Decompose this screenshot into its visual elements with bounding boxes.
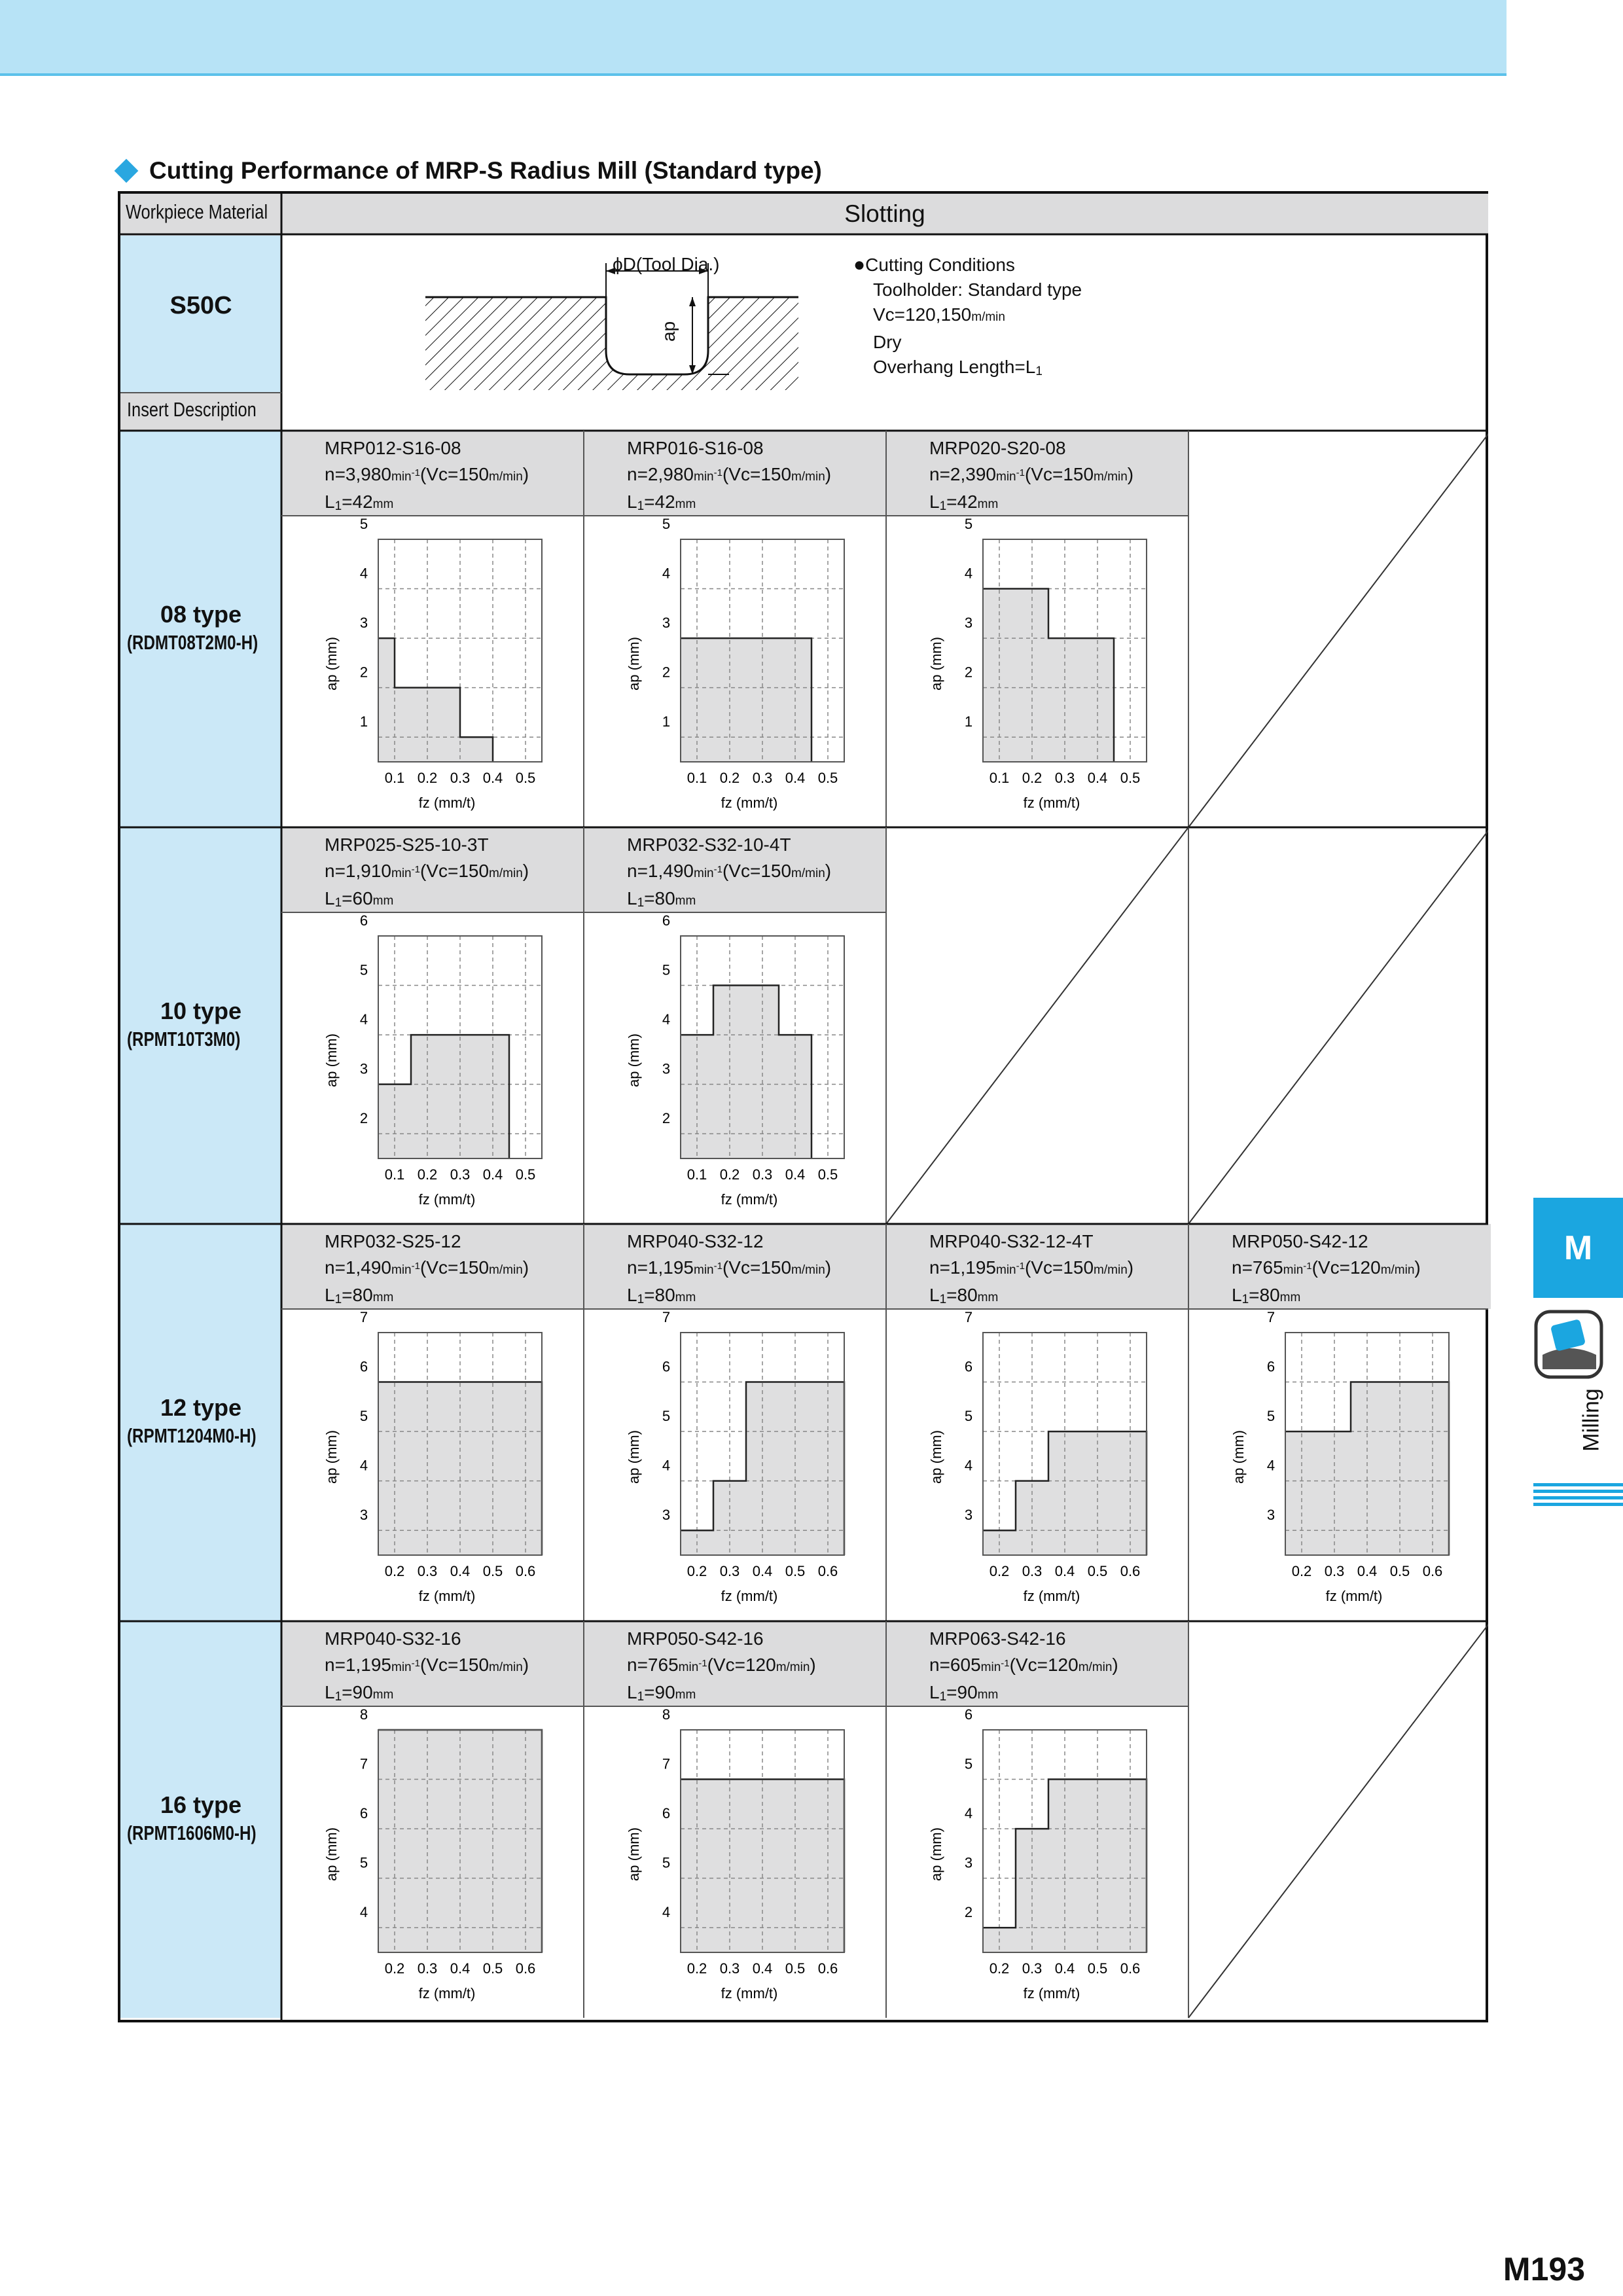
x-tick-label: 0.3 [450,1166,471,1183]
holder-code: MRP050-S42-16 [627,1628,764,1649]
x-tick-label: 0.3 [1022,1960,1043,1977]
x-tick-label: 0.1 [384,1166,405,1183]
performance-area [681,986,812,1158]
y-tick-label: 4 [964,565,973,582]
overhang-length: L1=90mm [325,1682,394,1704]
insert-code: (RPMT1204M0-H) [127,1424,257,1447]
y-tick-label: 7 [662,1309,671,1325]
x-tick-label: 0.4 [752,1563,773,1579]
insert-code: (RPMT1606M0-H) [127,1821,257,1844]
y-tick-label: 3 [662,1060,671,1077]
y-tick-label: 3 [662,1507,671,1524]
ap-fz-chart [584,1309,886,1621]
milling-insert-icon [1533,1309,1604,1380]
y-tick-label: 5 [359,1408,368,1425]
x-tick-label: 0.4 [482,770,503,786]
x-tick-label: 0.4 [785,770,806,786]
x-tick-label: 0.4 [1054,1563,1075,1579]
holder-code: MRP040-S32-16 [325,1628,461,1649]
holder-code: MRP016-S16-08 [627,438,764,458]
x-tick-label: 0.6 [817,1563,838,1579]
performance-table [118,191,1488,2022]
x-tick-label: 0.6 [515,1960,536,1977]
y-tick-label: 6 [662,1358,671,1375]
spindle-speed: $n=605\min^{-1}(Vc=120m/\min)$ [929,1655,1118,1675]
overhang-subscript: 1 [1035,365,1043,378]
section-tab [1533,1198,1623,1298]
y-tick-label: 5 [359,961,368,978]
y-tick-label: 2 [964,1904,973,1921]
workpiece-label: Workpiece Material [126,200,268,223]
x-tick-label: 0.2 [989,1960,1010,1977]
overhang-length: L1=42mm [325,492,394,513]
holder-code: MRP020-S20-08 [929,438,1066,458]
ap-fz-chart [281,1309,584,1621]
x-tick-label: 0.2 [719,1166,740,1183]
x-tick-label: 0.3 [417,1960,438,1977]
ap-fz-chart [281,516,584,827]
y-tick-label: 4 [662,565,671,582]
holder-info [584,431,886,516]
x-axis-label: fz (mm/t) [418,795,476,811]
x-tick-label: 0.6 [515,1563,536,1579]
overhang-text [853,355,1082,384]
x-tick-label: 0.4 [1357,1563,1378,1579]
performance-area [378,1035,509,1158]
y-tick-label: 2 [662,664,671,681]
overhang-length: L1=60mm [325,888,394,910]
y-tick-label: 2 [359,664,368,681]
section-tab-letter: M [1563,1229,1593,1267]
empty-cell-diagonal [886,827,1188,1224]
spindle-speed: $n=1,490\min^{-1}(Vc=150m/\min)$ [627,861,832,881]
x-tick-label: 0.5 [817,1166,838,1183]
y-tick-label: 4 [964,1457,973,1474]
y-axis-label: ap (mm) [626,637,642,691]
spindle-speed: $n=2,980\min^{-1}(Vc=150m/\min)$ [627,464,832,484]
x-tick-label: 0.5 [482,1960,503,1977]
x-tick-label: 0.4 [450,1563,471,1579]
overhang-label: Overhang Length=L [873,357,1036,377]
ap-fz-chart [584,1706,886,2018]
x-tick-label: 0.2 [687,1960,707,1977]
holder-info [584,827,886,912]
y-tick-label: 5 [964,1408,973,1425]
y-tick-label: 8 [662,1706,671,1723]
y-axis-label: ap (mm) [626,1033,642,1087]
y-axis-label: ap (mm) [928,1430,944,1484]
holder-info [1188,1224,1491,1309]
material-cell [120,236,281,393]
holder-code: MRP050-S42-12 [1232,1231,1368,1251]
x-axis-label: fz (mm/t) [1023,1985,1080,2001]
x-tick-label: 0.2 [687,1563,707,1579]
ap-fz-chart [281,1706,584,2018]
row-type-cell [120,1224,281,1621]
x-tick-label: 0.5 [515,770,536,786]
holder-info [584,1621,886,1706]
top-banner [0,0,1507,76]
material-name: S50C [169,292,232,319]
insert-code: (RDMT08T2M0-H) [127,631,259,654]
insert-type-name: 08 type [160,601,242,628]
spindle-speed: $n=3,980\min^{-1}(Vc=150m/\min)$ [325,464,529,484]
x-axis-label: fz (mm/t) [1325,1588,1383,1604]
holder-code: MRP032-S25-12 [325,1231,461,1251]
toolholder-text: Toolholder: Standard type [873,279,1082,300]
y-axis-label: ap (mm) [928,637,944,691]
overhang-length: L1=80mm [1232,1285,1301,1306]
spindle-speed: $n=1,910\min^{-1}(Vc=150m/\min)$ [325,861,529,881]
x-tick-label: 0.5 [1087,1960,1108,1977]
y-tick-label: 4 [662,1457,671,1474]
x-tick-label: 0.4 [482,1166,503,1183]
vc-unit: m/min [971,310,1005,324]
holder-info [281,1621,584,1706]
x-tick-label: 0.5 [515,1166,536,1183]
y-tick-label: 6 [359,912,368,929]
x-tick-label: 0.2 [1291,1563,1312,1579]
holder-info [886,1621,1188,1706]
y-tick-label: 4 [359,565,368,582]
x-tick-label: 0.5 [1087,1563,1108,1579]
y-axis-label: ap (mm) [323,1827,340,1881]
spindle-speed: $n=1,195\min^{-1}(Vc=150m/\min)$ [929,1257,1134,1278]
x-tick-label: 0.4 [450,1960,471,1977]
spindle-speed: $n=1,195\min^{-1}(Vc=150m/\min)$ [325,1655,529,1675]
y-tick-label: 3 [359,1507,368,1524]
ap-fz-chart [886,1309,1188,1621]
holder-code: MRP063-S42-16 [929,1628,1066,1649]
x-tick-label: 0.6 [1120,1960,1141,1977]
x-tick-label: 0.3 [752,770,773,786]
insert-code: (RPMT10T3M0) [127,1028,241,1050]
y-tick-label: 8 [359,1706,368,1723]
operation-header [281,194,1488,234]
y-tick-label: 6 [662,1805,671,1822]
y-axis-label: ap (mm) [1230,1430,1247,1484]
y-tick-label: 3 [359,1060,368,1077]
x-tick-label: 0.2 [417,1166,438,1183]
empty-cell-diagonal [1188,1621,1488,2018]
y-tick-label: 3 [662,615,671,632]
spindle-speed: $n=1,195\min^{-1}(Vc=150m/\min)$ [627,1257,832,1278]
y-tick-label: 4 [359,1011,368,1028]
y-tick-label: 5 [662,1408,671,1425]
x-tick-label: 0.5 [817,770,838,786]
x-tick-label: 0.3 [1054,770,1075,786]
holder-info [281,431,584,516]
x-tick-label: 0.5 [482,1563,503,1579]
y-tick-label: 4 [662,1011,671,1028]
x-tick-label: 0.6 [817,1960,838,1977]
x-tick-label: 0.4 [785,1166,806,1183]
x-tick-label: 0.3 [1324,1563,1345,1579]
y-tick-label: 7 [662,1755,671,1772]
y-tick-label: 3 [1266,1507,1275,1524]
x-axis-label: fz (mm/t) [1023,1588,1080,1604]
y-tick-label: 5 [662,516,671,532]
y-tick-label: 4 [1266,1457,1275,1474]
y-tick-label: 2 [662,1110,671,1127]
y-tick-label: 1 [662,713,671,730]
x-tick-label: 0.3 [719,1563,740,1579]
y-tick-label: 6 [359,1805,368,1822]
holder-code: MRP012-S16-08 [325,438,461,458]
overhang-length: L1=80mm [627,1285,696,1306]
x-tick-label: 0.1 [687,1166,707,1183]
row-type-cell [120,1621,281,2018]
x-tick-label: 0.5 [1389,1563,1410,1579]
y-tick-label: 5 [964,1755,973,1772]
x-tick-label: 0.6 [1120,1563,1141,1579]
x-tick-label: 0.2 [1022,770,1043,786]
holder-info [281,1224,584,1309]
y-tick-label: 4 [359,1457,368,1474]
y-axis-label: ap (mm) [928,1827,944,1881]
ap-fz-chart [1188,1309,1491,1621]
y-axis-label: ap (mm) [626,1827,642,1881]
ap-fz-chart [281,912,584,1224]
holder-code: MRP040-S32-12-4T [929,1231,1094,1251]
holder-code: MRP040-S32-12 [627,1231,764,1251]
x-tick-label: 0.5 [785,1563,806,1579]
page-number: M193 [1503,2251,1585,2287]
holder-code: MRP032-S32-10-4T [627,834,791,855]
x-axis-label: fz (mm/t) [721,1985,778,2001]
x-axis-label: fz (mm/t) [721,1191,778,1208]
x-tick-label: 0.5 [785,1960,806,1977]
row-type-cell [120,827,281,1224]
ap-diagram-label: ap [658,321,679,342]
x-tick-label: 0.1 [989,770,1010,786]
y-tick-label: 4 [964,1805,973,1822]
y-tick-label: 5 [964,516,973,532]
holder-code: MRP025-S25-10-3T [325,834,489,855]
x-tick-label: 0.3 [719,1960,740,1977]
holder-info [886,1224,1188,1309]
x-axis-label: fz (mm/t) [418,1985,476,2001]
tool-dia-label: ϕD(Tool Dia.) [613,254,720,274]
y-tick-label: 6 [1266,1358,1275,1375]
section-title: Cutting Performance of MRP-S Radius Mill (Standard type) [149,157,822,184]
overhang-length: L1=80mm [325,1285,394,1306]
y-tick-label: 5 [662,961,671,978]
y-tick-label: 7 [359,1309,368,1325]
ap-fz-chart [584,912,886,1224]
y-tick-label: 3 [964,615,973,632]
y-axis-label: ap (mm) [323,637,340,691]
y-tick-label: 6 [964,1706,973,1723]
y-tick-label: 5 [359,516,368,532]
empty-cell-diagonal [1188,431,1488,827]
vc-text [853,302,1082,330]
bullet-icon: ● [853,254,866,276]
insert-type-name: 16 type [160,1791,242,1818]
y-tick-label: 2 [359,1110,368,1127]
y-tick-label: 2 [964,664,973,681]
section-heading [118,157,822,185]
ap-fz-chart [886,516,1188,827]
ap-fz-chart [886,1706,1188,2018]
holder-info [886,431,1188,516]
spindle-speed: $n=2,390\min^{-1}(Vc=150m/\min)$ [929,464,1134,484]
y-tick-label: 3 [964,1854,973,1871]
x-tick-label: 0.3 [450,770,471,786]
y-axis-label: ap (mm) [323,1430,340,1484]
y-tick-label: 6 [964,1358,973,1375]
y-tick-label: 7 [1266,1309,1275,1325]
diamond-bullet-icon [115,159,139,183]
conditions-title: Cutting Conditions [865,255,1015,275]
holder-info [584,1224,886,1309]
y-tick-label: 5 [662,1854,671,1871]
x-tick-label: 0.2 [417,770,438,786]
y-tick-label: 1 [964,713,973,730]
x-tick-label: 0.6 [1422,1563,1443,1579]
workpiece-label-cell [120,194,281,234]
y-tick-label: 5 [359,1854,368,1871]
holder-info [281,827,584,912]
overhang-length: L1=90mm [627,1682,696,1704]
x-tick-label: 0.4 [1054,1960,1075,1977]
x-axis-label: fz (mm/t) [418,1588,476,1604]
y-tick-label: 7 [359,1755,368,1772]
sidebar-stripes [1533,1483,1623,1509]
y-tick-label: 7 [964,1309,973,1325]
y-tick-label: 5 [1266,1408,1275,1425]
x-tick-label: 0.3 [1022,1563,1043,1579]
insert-label: Insert Description [127,398,257,421]
x-tick-label: 0.3 [417,1563,438,1579]
y-tick-label: 4 [359,1904,368,1921]
y-tick-label: 6 [662,912,671,929]
ap-fz-chart [584,516,886,827]
insert-type-name: 12 type [160,1394,242,1421]
x-axis-label: fz (mm/t) [721,1588,778,1604]
overhang-length: L1=42mm [929,492,999,513]
overhang-length: L1=42mm [627,492,696,513]
insert-type-name: 10 type [160,997,242,1024]
sidebar-label: Milling [1578,1388,1604,1452]
x-tick-label: 0.5 [1120,770,1141,786]
x-tick-label: 0.1 [384,770,405,786]
y-tick-label: 6 [359,1358,368,1375]
y-tick-label: 3 [964,1507,973,1524]
overhang-length: L1=80mm [929,1285,999,1306]
y-tick-label: 4 [662,1904,671,1921]
x-axis-label: fz (mm/t) [418,1191,476,1208]
cutting-conditions [853,253,1082,384]
spindle-speed: $n=765\min^{-1}(Vc=120m/\min)$ [1232,1257,1421,1278]
spindle-speed: $n=765\min^{-1}(Vc=120m/\min)$ [627,1655,816,1675]
insert-label-cell [120,393,281,431]
y-tick-label: 3 [359,615,368,632]
x-tick-label: 0.2 [989,1563,1010,1579]
x-tick-label: 0.2 [719,770,740,786]
y-axis-label: ap (mm) [323,1033,340,1087]
x-axis-label: fz (mm/t) [721,795,778,811]
x-tick-label: 0.2 [384,1563,405,1579]
y-tick-label: 1 [359,713,368,730]
vc-value: Vc=120,150 [873,304,972,325]
x-tick-label: 0.4 [1087,770,1108,786]
coolant-text: Dry [873,332,902,352]
x-tick-label: 0.1 [687,770,707,786]
x-tick-label: 0.3 [752,1166,773,1183]
spindle-speed: $n=1,490\min^{-1}(Vc=150m/\min)$ [325,1257,529,1278]
x-tick-label: 0.2 [384,1960,405,1977]
overhang-length: L1=80mm [627,888,696,910]
y-axis-label: ap (mm) [626,1430,642,1484]
overhang-length: L1=90mm [929,1682,999,1704]
x-tick-label: 0.4 [752,1960,773,1977]
empty-cell-diagonal [1188,827,1488,1224]
x-axis-label: fz (mm/t) [1023,795,1080,811]
performance-area [681,638,812,762]
operation-label: Slotting [844,200,925,227]
row-type-cell [120,431,281,827]
